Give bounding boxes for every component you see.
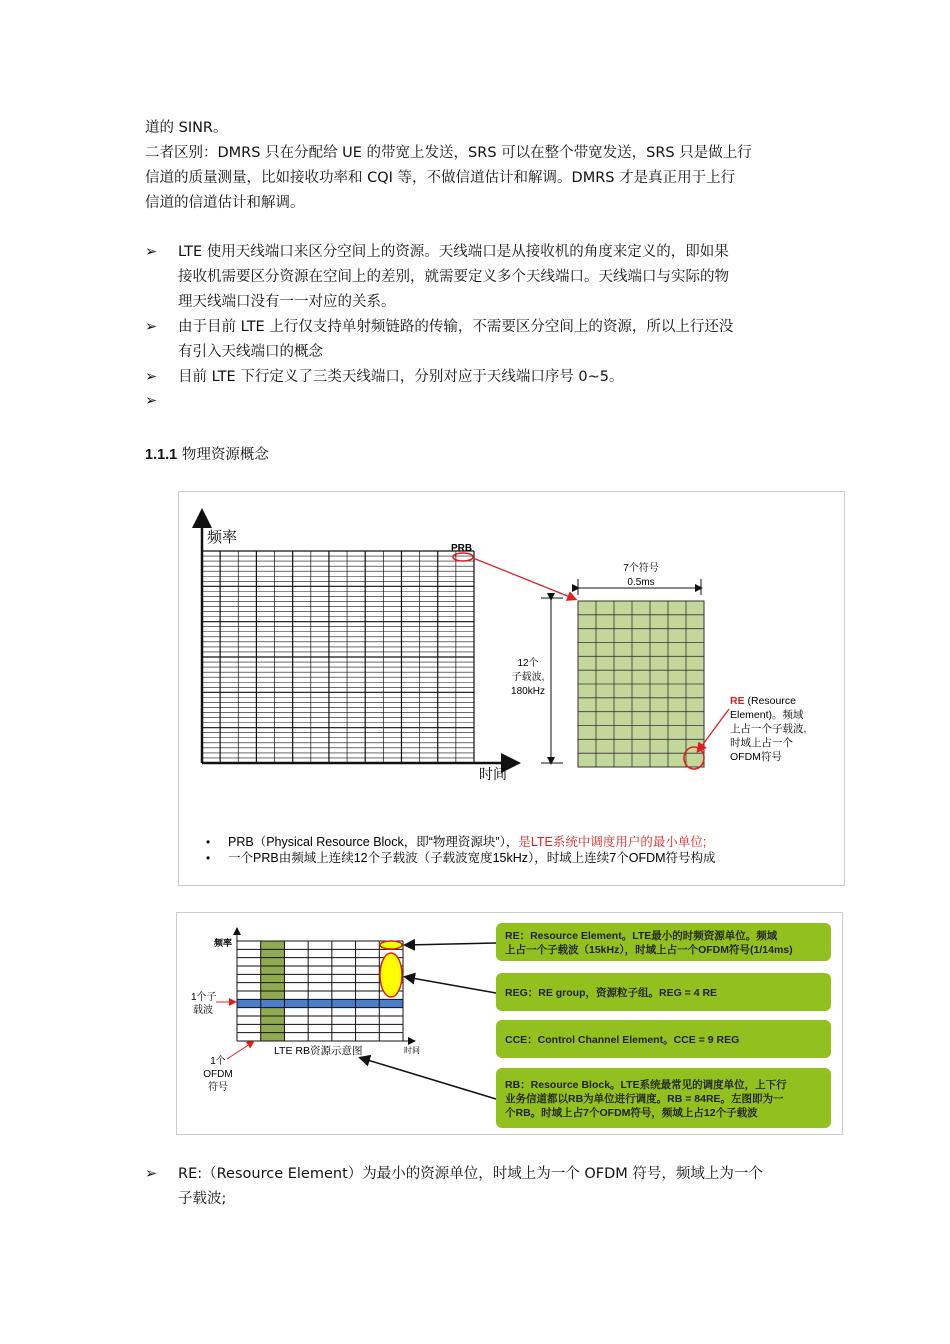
paragraph-line: 信道的质量测量，比如接收功率和 CQI 等，不做信道估计和解调。DMRS 才是真正用于上行 xyxy=(145,170,736,186)
section-number: 1.1.1 xyxy=(145,447,178,463)
bullet-arrow-icon: ➢ xyxy=(145,1166,158,1182)
bullet-text: 目前 LTE 下行定义了三类天线端口，分别对应于天线端口序号 0~5。 xyxy=(178,369,624,385)
re-label: 时域上占一个 xyxy=(730,737,793,749)
paragraph-line: 信道的信道估计和解调。 xyxy=(145,195,305,211)
subcarrier-row xyxy=(237,999,403,1007)
definition-text: 上占一个子载波（15kHz），时域上占一个OFDM符号(1/14ms) xyxy=(505,944,793,956)
height-label: 12个 xyxy=(517,658,539,669)
bullet-text: 理天线端口没有一一对应的关系。 xyxy=(178,294,396,310)
bullet-text: 有引入天线端口的概念 xyxy=(178,344,323,360)
bullet-arrow-icon: ➢ xyxy=(145,244,158,260)
subcarrier-label: 1个子 xyxy=(191,992,217,1003)
svg-text:•: • xyxy=(206,835,211,849)
y-axis-label: 频率 xyxy=(214,938,233,948)
prb-figure xyxy=(178,491,845,886)
bullet-text: RE:（Resource Element）为最小的资源单位，时域上为一个 OFDM 符号，频域上为一个 xyxy=(178,1166,763,1182)
section-heading xyxy=(145,443,269,464)
prb-label: PRB xyxy=(451,543,473,554)
definition-box xyxy=(496,1068,831,1128)
definition-text: 个RB。时域上占7个OFDM符号，频域上占12个子载波 xyxy=(505,1107,758,1119)
ofdm-label: OFDM xyxy=(203,1069,233,1080)
re-label: Element)。频域 xyxy=(730,709,804,721)
section-title: 物理资源概念 xyxy=(181,447,269,463)
paragraph-line: 道的 SINR。 xyxy=(145,120,228,136)
definition-box xyxy=(496,1020,831,1058)
paragraph-line: 二者区别：DMRS 只在分配给 UE 的带宽上发送，SRS 可以在整个带宽发送，SRS 只是做上行 xyxy=(145,145,752,161)
prb-arrow xyxy=(473,558,575,599)
width-label: 7个符号 xyxy=(623,563,659,574)
definition-text: CCE：Control Channel Element。CCE = 9 REG xyxy=(505,1034,740,1046)
svg-text:•: • xyxy=(206,851,211,865)
bullet-arrow-icon: ➢ xyxy=(145,369,158,385)
resource-block-grid xyxy=(578,601,704,767)
height-label: 子载波, xyxy=(511,672,545,683)
definition-box xyxy=(496,973,831,1011)
x-axis-label: 时间 xyxy=(479,766,507,782)
re-highlight xyxy=(380,941,402,949)
reg-highlight xyxy=(380,953,402,997)
definition-text: REG：RE group，资源粒子组。REG = 4 RE xyxy=(505,987,718,999)
ofdm-label: 1个 xyxy=(210,1056,226,1067)
bullet-text: 接收机需要区分资源在空间上的差别，就需要定义多个天线端口。天线端口与实际的物 xyxy=(178,269,729,285)
definition-text: 业务信道都以RB为单位进行调度。RB = 84RE。左图即为一 xyxy=(505,1093,784,1105)
figure-caption: LTE RB资源示意图 xyxy=(274,1045,363,1057)
bullet-text: LTE 使用天线端口来区分空间上的资源。天线端口是从接收机的角度来定义的，即如果 xyxy=(178,244,729,260)
definition-box xyxy=(496,923,831,961)
definition-text: RB：Resource Block。LTE系统最常见的调度单位，上下行 xyxy=(505,1079,787,1091)
subcarrier-label: 载波 xyxy=(193,1005,213,1016)
bullet-arrow-icon: ➢ xyxy=(145,319,158,335)
re-label: (Resource xyxy=(744,695,796,707)
bullet-arrow-icon: ➢ xyxy=(145,393,158,409)
y-axis-label: 频率 xyxy=(207,529,238,546)
svg-text:RE (Resource xyxy=(730,695,796,707)
rb-grid xyxy=(237,941,403,1041)
width-label: 0.5ms xyxy=(627,577,655,588)
height-label: 180kHz xyxy=(511,686,545,697)
bullet-text: 子载波; xyxy=(178,1191,227,1207)
resource-grid-large xyxy=(202,551,474,763)
note-text: PRB（Physical Resource Block，即“物理资源块”）， xyxy=(228,835,519,849)
bullet-text: 由于目前 LTE 上行仅支持单射频链路的传输，不需要区分空间上的资源，所以上行还没 xyxy=(178,319,734,335)
note-text: 一个PRB由频域上连续12个子载波（子载波宽度15kHz），时域上连续7个OFDM符号构成 xyxy=(228,851,716,865)
re-label: 上占一个子载波, xyxy=(730,723,807,735)
re-label-red: RE xyxy=(730,695,745,707)
svg-text:PRB（Physical Resource Block，即“ xyxy=(228,834,706,849)
note-text-red: 是LTE系统中调度用户的最小单位; xyxy=(518,835,707,849)
definition-text: RE：Resource Element。LTE最小的时频资源单位。频域 xyxy=(505,930,778,942)
re-label: OFDM符号 xyxy=(730,751,782,763)
x-axis-label: 时间 xyxy=(404,1046,420,1055)
rb-concept-figure xyxy=(176,912,843,1135)
ofdm-label: 符号 xyxy=(208,1082,228,1093)
